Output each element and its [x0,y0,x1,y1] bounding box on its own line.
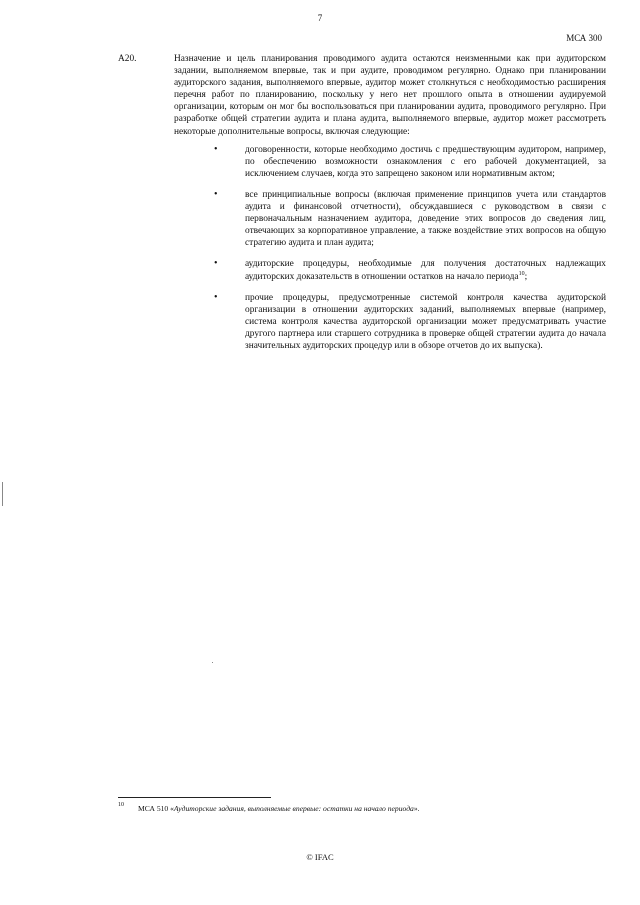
footnote-reference: 10 [518,270,525,277]
bullet-icon: • [214,143,218,155]
paragraph-a20 [118,53,606,361]
footnote-number: 10 [118,802,124,808]
footnote-divider [118,797,271,798]
list-item [174,144,606,180]
bullet-icon: • [214,291,218,303]
list-item [174,189,606,249]
bullet-icon: • [214,258,218,270]
list-item-text: все принципиальные вопросы (включая применение принципов учета или стандартов аудита и финансовой отчетности), обсуждавшиеся с руководством в связи с первоначальным назначением аудитора, доведение этих вопросов до сведения лиц, отвечающих за корпоративное управление, а также воздействие этих вопросов на общую стратегию аудита и план аудита; [245,189,606,249]
list-item [174,258,606,282]
copyright: © IFAC [306,852,334,862]
paragraph-text: Назначение и цель планирования проводимого аудита остаются неизменными как при аудиторском задании, выполняемом впервые, так и при аудите, проводимом регулярно. Однако при планировании аудиторского задания, выполняемого впервые, аудитор может столкнуться с необходимостью расширения перечня работ по планированию, поскольку у него нет прошлого опыта в отношении аудируемой организации, которым он мог бы воспользоваться при планировании аудита, проводимого регулярно. При разработке общей стратегии аудита и плана аудита, выполняемого впервые, аудитор может рассмотреть некоторые дополнительные вопросы, включая следующие: [174,54,606,137]
footnote-title: Аудиторские задания, выполняемые впервые: остатки на начало периода [173,804,414,813]
list-item-tail: ; [524,271,528,282]
page-number: 7 [317,13,323,23]
list-item [174,292,606,352]
scan-artifact [2,482,3,506]
list-item-text: договоренности, которые необходимо достичь с предшествующим аудитором, например, по обеспечению возможности ознакомления с его рабочей документацией, за исключением случаев, когда это запрещено законом или нормативным актом; [245,144,606,179]
footnote-text [138,804,606,813]
list-item-text: аудиторские процедуры, необходимые для получения достаточных надлежащих аудиторских доказательств в отношении остатков на начало периода [245,259,606,282]
document-code: МСА 300 [566,33,602,43]
list-item-text: прочие процедуры, предусмотренные системой контроля качества аудиторской организации в отношении аудиторских заданий, выполняемых впервые (например, система контроля качества аудиторской организации может предусматривать участие другого партнера или старшего сотрудника в проверке общей стратегии аудита до начала значительных аудиторских процедур или в обзоре отчетов до их выпуска). [245,292,606,351]
scan-artifact [212,662,213,663]
bullet-list [174,144,606,352]
bullet-icon: • [214,188,218,200]
paragraph-body [174,53,606,352]
footnote [118,804,606,813]
paragraph-number: A20. [118,54,137,64]
footnote-prefix: МСА 510 « [138,804,174,813]
footnote-suffix: ». [413,804,420,813]
